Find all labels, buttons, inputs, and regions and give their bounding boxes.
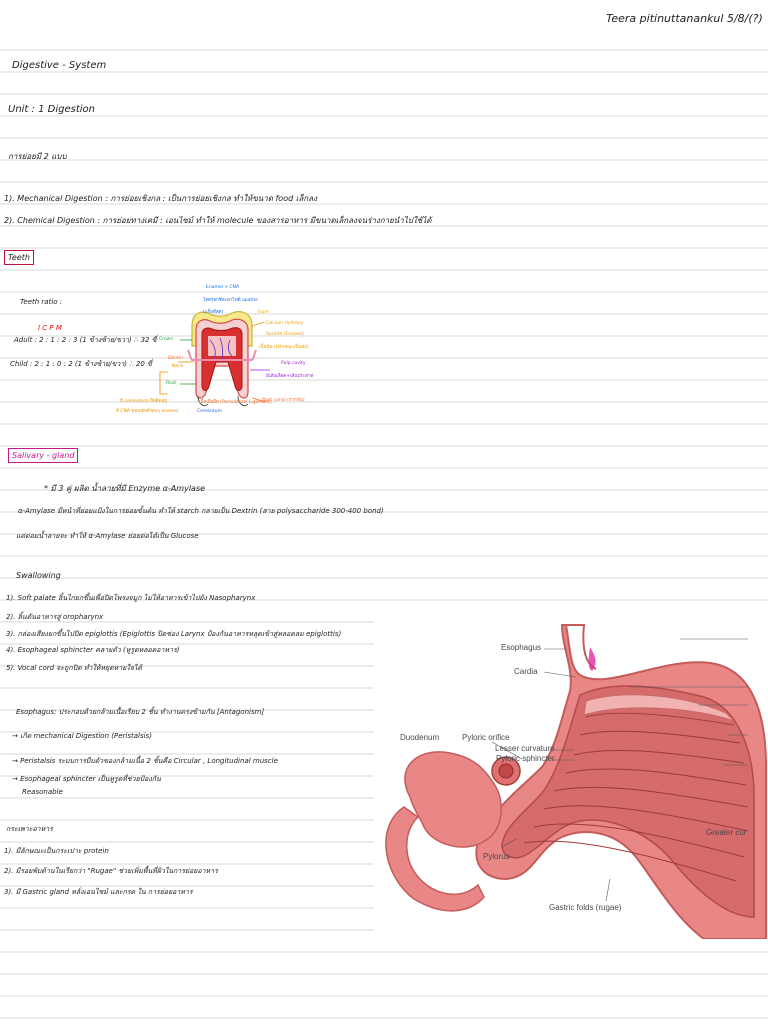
esophagus-heading: Esophagus: ประกอบด้วยกล้ามเนื้อเรียบ 2 ชั้น ทำงานตรงข้ามกัน [Antagonism] [16, 708, 265, 716]
esophagus-point-2: → Peristalsis ระบบการบีบตัวของกล้ามเนื้อ 2 ชั้นคือ Circular , Longitudinal muscle [12, 757, 278, 765]
label-greater-curvature: Greater cur [706, 828, 747, 837]
esophagus-point-1: → เกิด mechanical Digestion (Peristalsis) [12, 732, 152, 740]
swallowing-step-3: 3). กล่องเสียงยกขึ้นไปปิด epiglottis (Epiglottis ปิดช่อง Larynx ป้องกันอาหารหลุดเข้าสู่หลอดลม epiglottis) [6, 630, 342, 638]
label-pyloric-orifice: Pyloric orifice [462, 733, 510, 742]
label-root-note2: มี CNA ของเซลล์รอบๆ enamel [116, 409, 179, 414]
label-cardia: Cardia [514, 667, 538, 676]
label-gum: Gum [258, 310, 269, 315]
label-dentin: Dentin [168, 356, 183, 361]
label-pulp-cavity: Pulp cavity [281, 361, 306, 366]
esophagus-sub: Reasonable [22, 788, 63, 796]
unit-heading: Unit : 1 Digestion [8, 104, 95, 115]
label-root: Root [166, 381, 177, 386]
swallowing-step-5: 5). Vocal cord จะถูกปิด ทำให้หยุดหายใจได้ [6, 664, 142, 672]
label-enamel-paren: (แข็งที่สุด) [203, 310, 224, 315]
label-gastric-folds: Gastric folds (rugae) [549, 903, 622, 912]
salivary-amylase-note: แต่ต่อมน้ำลายจะ ทำให้ α-Amylase ย่อยต่อได้เป็น Glucose [16, 532, 199, 540]
label-neck: Neck [172, 364, 184, 369]
digestion-type-1: 1). Mechanical Digestion : การย่อยเชิงกล : เป็นการย่อยเชิงกล ทำให้ขนาด food เล็กลง [4, 194, 317, 203]
label-root-canal: Root canal (รากฟัน) [262, 398, 305, 403]
stomach-point-2: 2). มีรอยพับด้านในเรียกว่า "Rugae" ช่วยเพิ่มพื้นที่ผิวในการย่อยอาหาร [4, 867, 218, 875]
salivary-heading: Salivary - gland [8, 448, 78, 463]
author-date: Teera pitinuttanankul 5/8/(?) [606, 12, 763, 25]
page-title: Digestive - System [12, 60, 107, 71]
intro-text: การย่อยมี 2 แบบ [8, 152, 67, 161]
swallowing-step-1: 1). Soft palate ลิ้นไก่ยกขึ้นเพื่อปิดโพรงจมูก ไม่ให้อาหารเข้าไปยัง Nasopharynx [6, 594, 256, 602]
teeth-heading: Teeth [4, 250, 34, 265]
label-duodenum: Duodenum [400, 733, 440, 742]
label-enamel-sub: ไฮดรอกซีอะพาไทต์ apatite [203, 298, 258, 303]
label-pulp-note: มีเส้นเลือด+เส้นประสาท [266, 374, 314, 379]
swallowing-step-4: 4). Esophageal sphincter คลายตัว (หูรูดหลอดอาหาร) [6, 646, 180, 654]
teeth-adult: Adult : 2 : 1 : 2 : 3 (1 ข้างซ้าย/ขวา) ∴ 32 ซี่ [14, 336, 157, 344]
label-pylorus: Pylorus [483, 852, 510, 861]
esophagus-point-3: → Esophageal sphincter เป็นหูรูดที่ช่วยป้องกัน [12, 775, 161, 783]
digestion-type-2: 2). Chemical Digestion : การย่อยทางเคมี : เอนไซม์ ทำให้ molecule ของสารอาหาร มีขนาดเล็กลงจนร่างกายนำไปใช้ได้ [4, 216, 432, 225]
label-root-note1: มี cementum ยึดติดอยู่ [120, 399, 167, 404]
label-pyloric-sphincter: Pyloric sphincter [496, 754, 555, 763]
label-periodontal: เนื้อเยื่อยึด (Periodontal Ligament) [199, 400, 272, 405]
stomach-point-1: 1). มีลักษณะเป็นกระเปาะ protein [4, 847, 109, 855]
stomach-illustration [374, 617, 768, 939]
swallowing-heading: Swallowing [16, 571, 61, 580]
swallowing-step-2: 2). ลิ้นดันอาหารสู่ oropharynx [6, 613, 104, 621]
stomach-diagram [374, 617, 768, 939]
label-calcium: Calcium Hydroxy [265, 321, 304, 326]
salivary-amylase: α-Amylase มีหน้าที่ย่อยแป้งในการย่อยขั้นต้น ทำให้ starch กลายเป็น Dextrin (สาย polysaccharide 300-400 bond) [18, 507, 384, 515]
teeth-icpm: I C P M [38, 324, 62, 332]
label-apatite: Apatite (Enamel) [266, 332, 305, 337]
label-enamel: Enamel + CNA [206, 285, 240, 290]
teeth-child: Child : 2 : 1 : 0 : 2 (1 ข้างซ้าย/ขวา) ∴ 20 ซี่ [10, 360, 152, 368]
label-lesser-curvature: Lesser curvature [495, 744, 555, 753]
label-crown: Crown [159, 337, 174, 342]
teeth-ratio-label: Teeth ratio : [20, 298, 63, 306]
stomach-point-3: 3). มี Gastric gland หลั่งเอนไซม์ และกรด ใน การย่อยอาหาร [4, 888, 193, 896]
label-esophagus: Esophagus [501, 643, 542, 652]
label-dentin-note: เนื้อฟัน (มีลักษณะเป็นท่อ) [259, 345, 309, 350]
label-cementum: Cementum [197, 409, 222, 414]
salivary-star-note: * มี 3 คู่ ผลิต น้ำลายที่มี Enzyme α-Amylase [44, 484, 206, 493]
stomach-heading: กระเพาะอาหาร [6, 825, 53, 833]
